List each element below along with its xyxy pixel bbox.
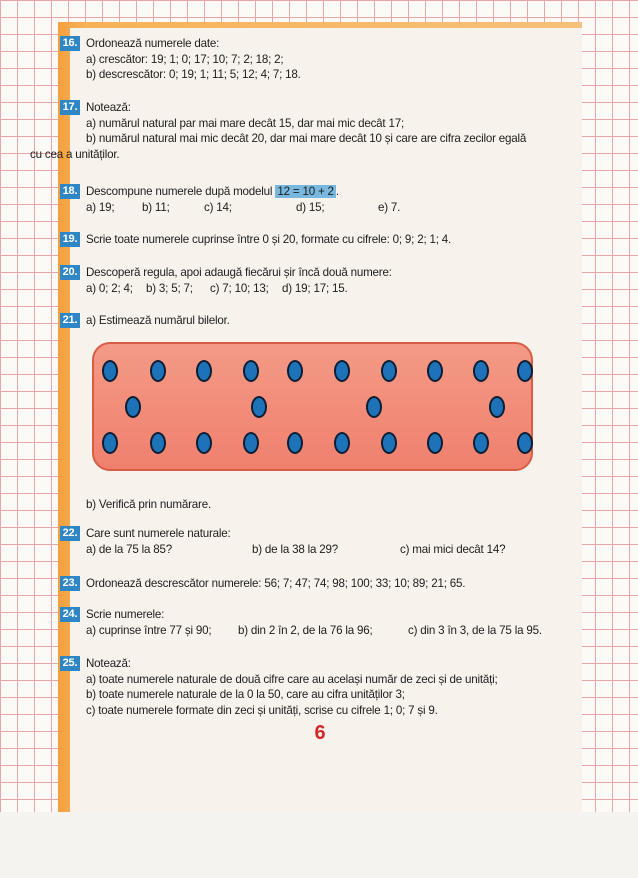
exercise-17 [30, 100, 580, 162]
page-number: 6 [314, 722, 326, 744]
item-c: c) toate numerele formate din zeci și unități, scrise cu cifrele 1; 0; 7 și 9. [86, 703, 438, 717]
period: . [335, 185, 339, 198]
ball [150, 360, 166, 382]
item: b) 3; 5; 7; [146, 281, 193, 295]
exercise-number: 23. [60, 576, 80, 591]
item-a: a) toate numerele naturale de două cifre care au același număr de zeci și de unități; [86, 672, 498, 686]
item: d) 19; 17; 15. [282, 281, 348, 295]
balls-panel [92, 342, 533, 471]
ball [381, 360, 397, 382]
item: a) cuprinse între 77 și 90; [86, 623, 212, 637]
exercise-25 [60, 656, 580, 718]
item: b) din 2 în 2, de la 76 la 96; [238, 623, 373, 637]
exercise-title: Ordonează numerele date: [86, 37, 220, 50]
exercise-21-b [60, 497, 580, 513]
ball [427, 432, 443, 454]
ball [334, 360, 350, 382]
exercise-title: Notează: [86, 657, 131, 670]
ball [251, 396, 267, 418]
ball [287, 360, 303, 382]
exercise-title: Descoperă regula, apoi adaugă fiecărui șir încă două numere: [86, 266, 392, 279]
page-bottom-margin [0, 812, 638, 878]
ball [102, 432, 118, 454]
item-b: b) numărul natural mai mic decât 20, dar mai mare decât 10 și care are cifra zecilor egală [86, 132, 527, 145]
item: b) 11; [142, 200, 170, 214]
exercise-23 [60, 576, 580, 592]
ball [243, 432, 259, 454]
ball [334, 432, 350, 454]
ball [381, 432, 397, 454]
exercise-title: Care sunt numerele naturale: [86, 527, 231, 540]
ball [125, 396, 141, 418]
exercise-title: Scrie numerele: [86, 608, 165, 621]
model-highlight: 12 = 10 + 2 [277, 185, 334, 198]
item: c) 7; 10; 13; [210, 281, 269, 295]
ball [243, 360, 259, 382]
item-b: b) toate numerele naturale de la 0 la 50, care au cifra unităților 3; [86, 688, 405, 701]
item: b) de la 38 la 29? [252, 542, 338, 556]
exercise-number: 25. [60, 656, 80, 671]
exercise-number: 21. [60, 313, 80, 328]
item: a) 0; 2; 4; [86, 281, 133, 295]
item-b-continued: cu cea a unităților. [30, 147, 120, 161]
exercise-20 [60, 265, 580, 296]
ball [102, 360, 118, 382]
item: e) 7. [378, 200, 401, 214]
item-a: a) Estimează numărul bilelor. [86, 314, 230, 327]
exercise-24 [60, 607, 580, 638]
item: c) din 3 în 3, de la 75 la 95. [408, 623, 542, 637]
exercise-16 [60, 36, 580, 83]
item: a) 19; [86, 200, 115, 214]
exercise-number: 24. [60, 607, 80, 622]
ball [473, 360, 489, 382]
item-b: b) Verifică prin numărare. [86, 498, 211, 511]
item: d) 15; [296, 200, 325, 214]
ball [287, 432, 303, 454]
ball [196, 432, 212, 454]
ball [517, 432, 533, 454]
exercise-19 [60, 232, 580, 248]
ball [517, 360, 533, 382]
exercise-number: 16. [60, 36, 80, 51]
exercise-number: 20. [60, 265, 80, 280]
exercise-title: Ordonează descrescător numerele: 56; 7; 47; 74; 98; 100; 33; 10; 89; 21; 65. [86, 577, 466, 590]
item: c) mai mici decât 14? [400, 542, 506, 556]
exercise-number: 18. [60, 184, 80, 199]
ball [366, 396, 382, 418]
exercise-number: 17. [60, 100, 80, 115]
ball [489, 396, 505, 418]
ball [427, 360, 443, 382]
exercise-number: 22. [60, 526, 80, 541]
item-a: a) numărul natural par mai mare decât 15, dar mai mic decât 17; [86, 116, 404, 130]
exercise-18 [60, 184, 580, 215]
exercise-21 [60, 313, 580, 329]
ball [473, 432, 489, 454]
exercise-22 [60, 526, 580, 557]
item: c) 14; [204, 200, 232, 214]
exercise-title: Notează: [86, 101, 131, 114]
ball [150, 432, 166, 454]
exercise-number: 19. [60, 232, 80, 247]
ball [196, 360, 212, 382]
exercise-title: Scrie toate numerele cuprinse între 0 și 20, formate cu cifrele: 0; 9; 2; 1; 4. [86, 233, 452, 246]
item-b: b) descrescător: 0; 19; 1; 11; 5; 12; 4; 7; 18. [86, 68, 301, 81]
item: a) de la 75 la 85? [86, 542, 172, 556]
item-a: a) crescător: 19; 1; 0; 17; 10; 7; 2; 18; 2; [86, 52, 284, 66]
exercise-title: Descompune numerele după modelul [86, 185, 273, 198]
